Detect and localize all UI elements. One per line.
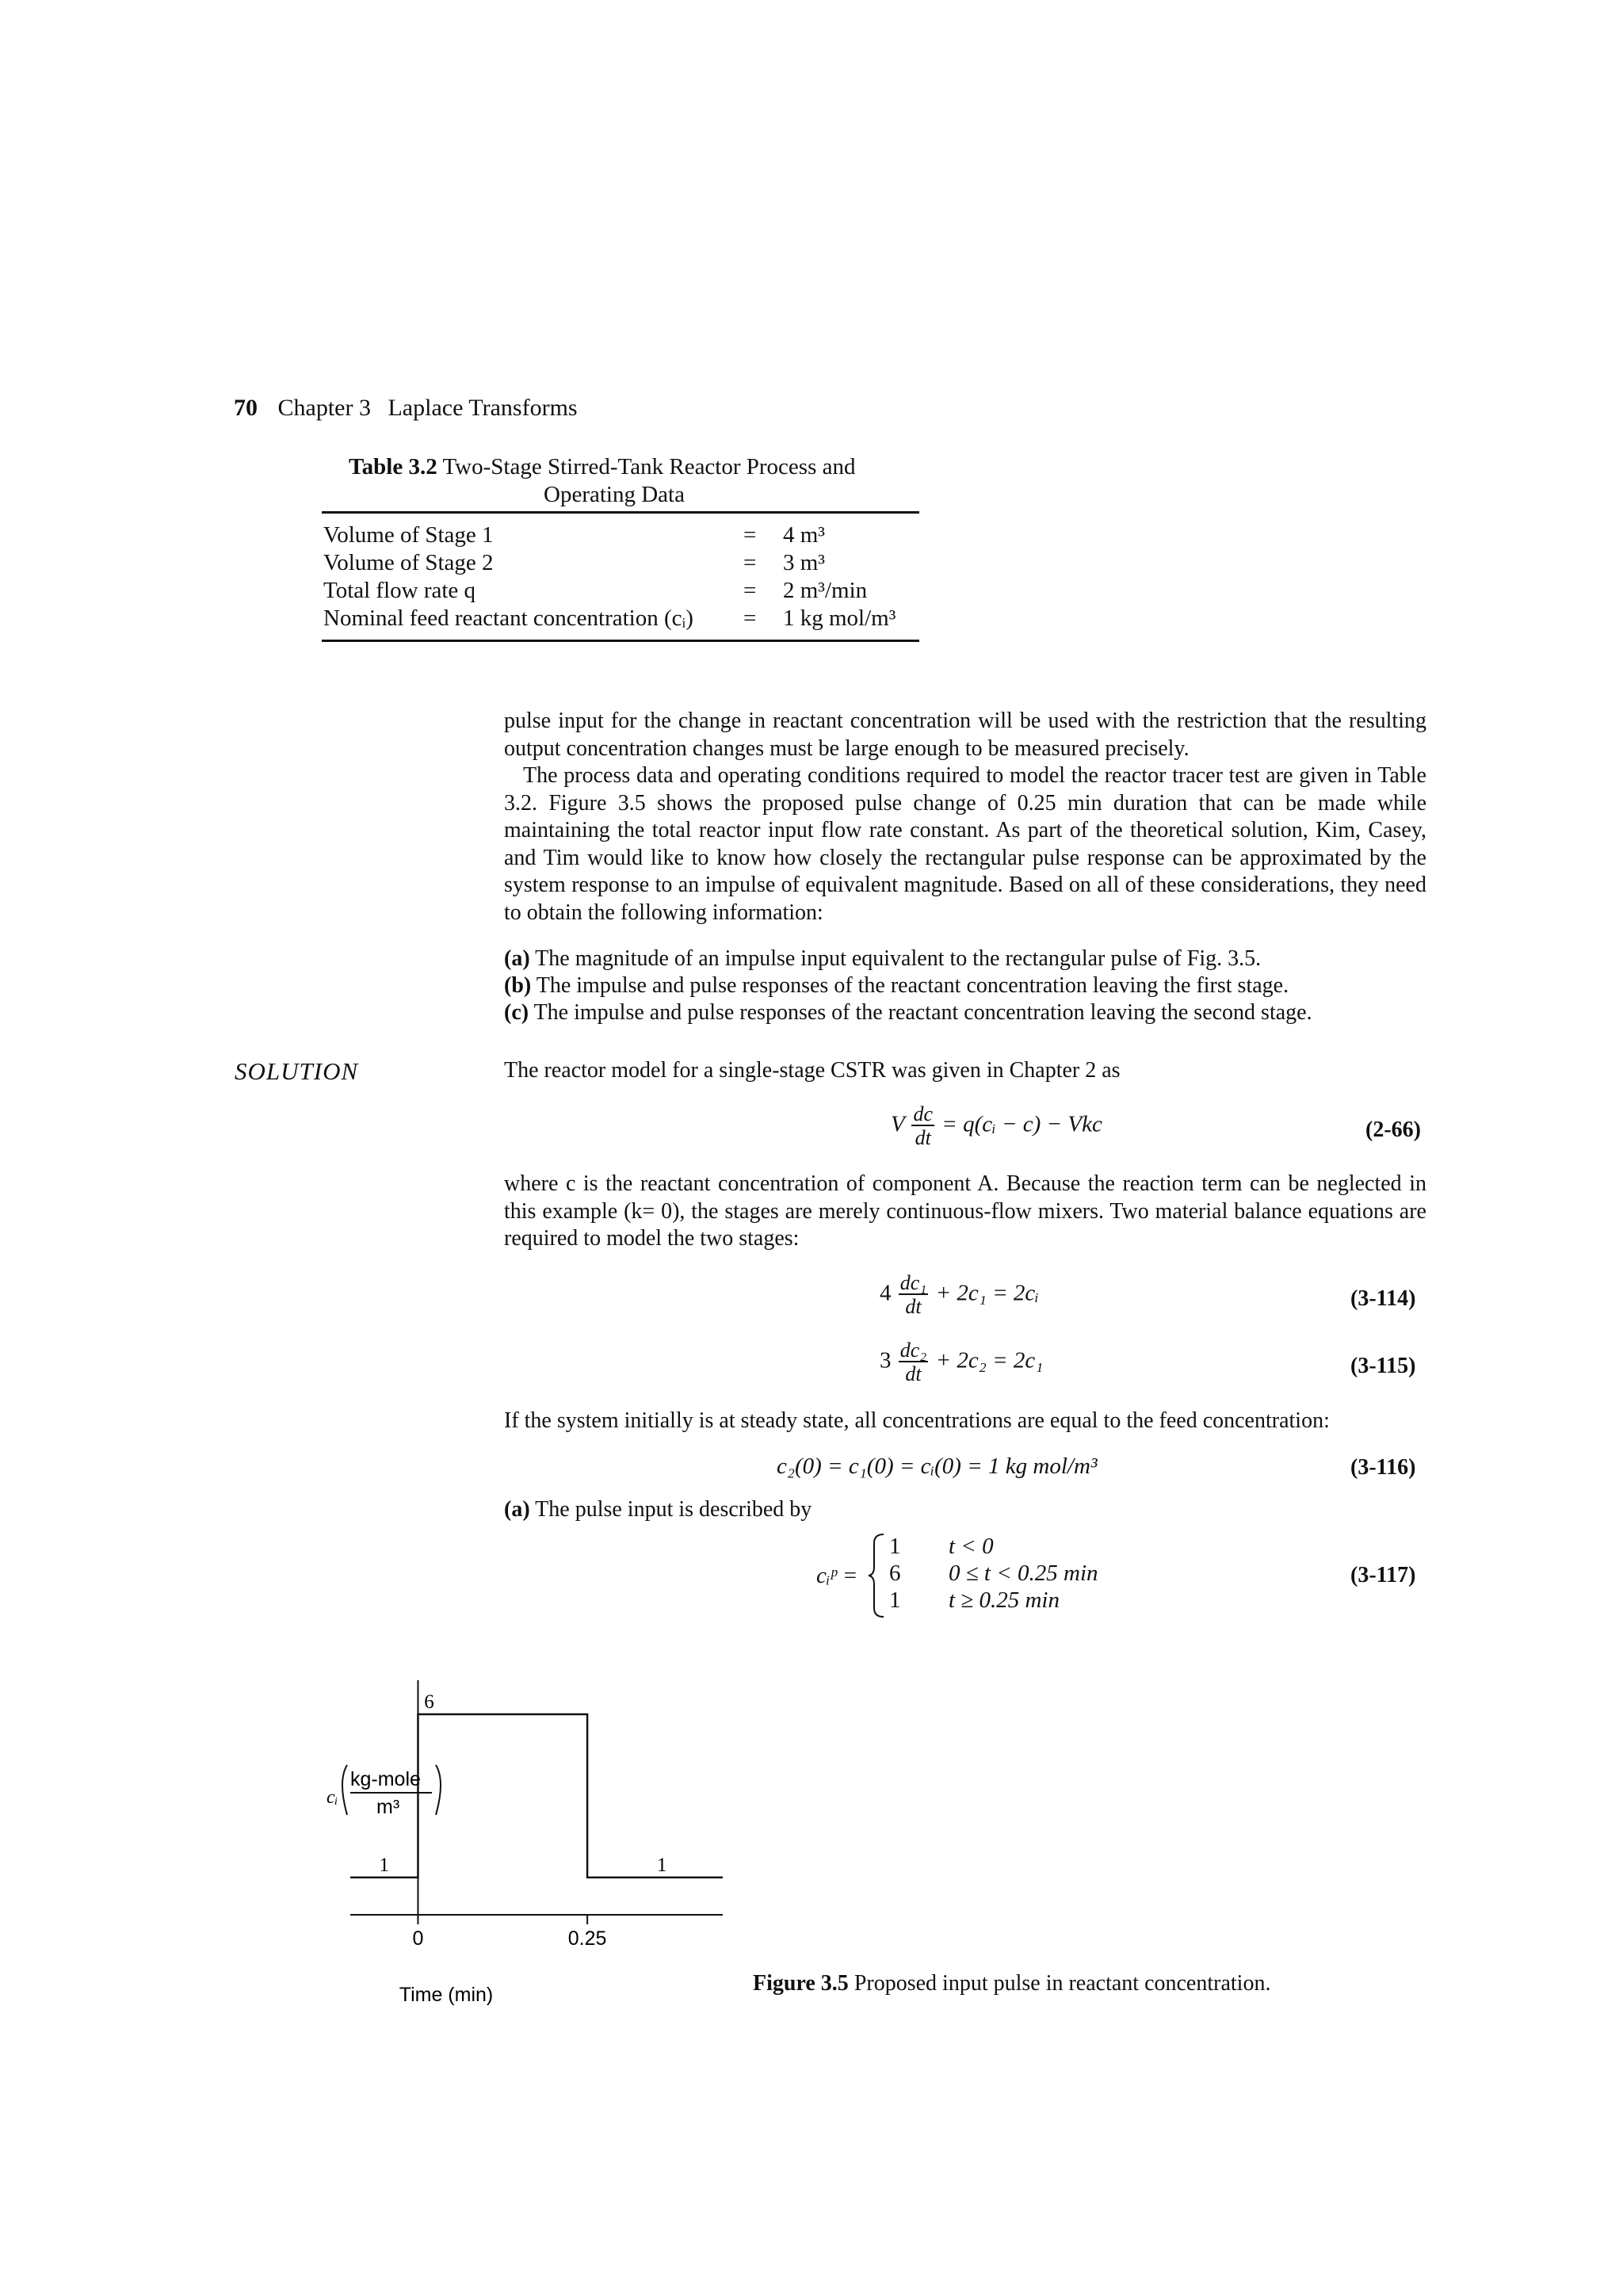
case-condition: t ≥ 0.25 min <box>949 1587 1060 1613</box>
paragraph: The process data and operating conditions required to model the reactor tracer test are given in Table 3.2. Figure 3.5 shows the proposed pulse change of 0.25 min duration that can be made while maintaining the total reactor input flow rate constant. As part of the theoretical solution, Kim, Casey, and Tim would like to know how closely the rectangular pulse response can be approximated by the system response to an impulse of equivalent magnitude. Based on all of these considerations, they need to obtain the following information: <box>504 763 1426 925</box>
list-item <box>504 999 1455 1026</box>
level-label-before: 1 <box>379 1854 389 1876</box>
eq-coefficient: 3 <box>880 1347 892 1373</box>
list-marker: (a) <box>504 1497 530 1522</box>
table-cell-name: Total flow rate q <box>323 578 476 603</box>
list-text: The magnitude of an impulse input equivalent to the rectangular pulse of Fig. 3.5. <box>535 946 1262 971</box>
case-value: 1 <box>889 1534 901 1559</box>
chapter-label: Chapter 3 <box>277 395 371 421</box>
list-item <box>504 1496 1455 1523</box>
table-cell-eq: = <box>743 606 757 631</box>
pulse-series-line <box>350 1714 723 1878</box>
list-text: The impulse and pulse responses of the reactant concentration leaving the second stage. <box>533 1000 1312 1025</box>
table-cell-value: 2 m³/min <box>783 578 868 603</box>
paragraph: The reactor model for a single-stage CSTR was given in Chapter 2 as <box>504 1058 1121 1083</box>
x-axis-title: Time (min) <box>399 1984 494 2005</box>
level-label-after: 1 <box>656 1854 667 1876</box>
list-item <box>504 946 1455 972</box>
equation-number: (3-116) <box>1350 1455 1416 1480</box>
table-top-rule <box>322 511 919 514</box>
table-caption <box>349 453 919 509</box>
paragraph: pulse input for the change in reactant concentration will be used with the restriction that the resulting output concentration changes must be large enough to be measured precisely. <box>504 709 1426 761</box>
eq-lhs: V <box>891 1111 905 1137</box>
case-value: 1 <box>889 1587 901 1613</box>
eq-rhs: = q(cᵢ − c) − Vkc <box>941 1111 1102 1137</box>
fraction <box>911 1104 934 1148</box>
y-axis-label <box>327 1765 441 1818</box>
table-cell-name: Volume of Stage 2 <box>323 550 494 575</box>
table-cell-name: Volume of Stage 1 <box>323 522 494 548</box>
figure-3-5 <box>301 1680 745 2005</box>
fraction-denominator: dt <box>905 1295 922 1318</box>
fraction-denominator: dt <box>905 1362 922 1385</box>
paragraph: where c is the reactant concentration of component A. Because the reaction term can be neglected in this example (k= 0), the stages are merely continuous-flow mixers. Two material balance equations are required to model the two stages: <box>504 1171 1426 1251</box>
list-marker: (b) <box>504 973 532 998</box>
table-caption-line1: Two-Stage Stirred-Tank Reactor Process and <box>442 454 856 479</box>
fraction-numerator: dc₂ <box>899 1339 927 1362</box>
case-condition: 0 ≤ t < 0.25 min <box>949 1561 1098 1586</box>
table-cell-value: 3 m³ <box>783 550 826 575</box>
case-condition: t < 0 <box>949 1534 994 1559</box>
ylabel-right-paren <box>436 1765 441 1815</box>
x-tick-label: 0 <box>412 1927 424 1950</box>
equation-number: (3-114) <box>1350 1286 1416 1311</box>
table-label: Table 3.2 <box>349 454 437 479</box>
table-bottom-rule <box>322 640 919 642</box>
table-cell-eq: = <box>743 550 757 575</box>
equation-3-115 <box>880 1340 1043 1385</box>
page-number: 70 <box>234 395 258 421</box>
equation-number: (3-115) <box>1350 1354 1416 1378</box>
list-marker: (c) <box>504 1000 529 1025</box>
chapter-title: Laplace Transforms <box>388 395 578 421</box>
equation-3-114 <box>880 1273 1039 1317</box>
piecewise-values <box>889 1533 901 1614</box>
x-tick-label: 0.25 <box>567 1927 607 1950</box>
eq-rhs: + 2c₂ = 2c₁ <box>935 1347 1044 1373</box>
left-brace <box>866 1532 887 1619</box>
table-cell-eq: = <box>743 578 757 603</box>
equation-number: (2-66) <box>1365 1117 1421 1142</box>
solution-heading: SOLUTION <box>235 1057 359 1085</box>
table-cell-eq: = <box>743 522 757 548</box>
equation-number: (3-117) <box>1350 1563 1416 1587</box>
equation-3-116: c₂(0) = c₁(0) = cᵢ(0) = 1 kg mol/m³ <box>777 1454 1098 1479</box>
table-cell-value: 1 kg mol/m³ <box>783 606 896 631</box>
list-marker: (a) <box>504 946 530 971</box>
case-value: 6 <box>889 1561 901 1586</box>
level-label-pulse: 6 <box>424 1690 434 1713</box>
table-cell-name: Nominal feed reactant concentration (cᵢ) <box>323 606 693 631</box>
paragraph: If the system initially is at steady state, all concentrations are equal to the feed concentration: <box>504 1408 1330 1433</box>
figure-caption-label: Figure 3.5 <box>753 1971 849 1996</box>
piecewise-conditions <box>949 1533 1098 1614</box>
ylabel-unit-numerator: kg-mole <box>350 1768 421 1790</box>
fraction-numerator: dc <box>913 1102 933 1125</box>
fraction <box>899 1273 929 1317</box>
running-head <box>234 395 578 422</box>
ylabel-unit-denominator: m³ <box>376 1796 400 1818</box>
fraction-denominator: dt <box>915 1126 931 1149</box>
list-text: The pulse input is described by <box>535 1497 812 1522</box>
list-text: The impulse and pulse responses of the reactant concentration leaving the first stage. <box>536 973 1289 998</box>
ylabel-left-paren <box>342 1765 347 1815</box>
equation-3-117-lhs: cᵢᵖ = <box>816 1563 858 1588</box>
fraction <box>899 1340 929 1385</box>
equation-2-66 <box>891 1104 1102 1148</box>
figure-caption-text: Proposed input pulse in reactant concentration. <box>854 1971 1271 1996</box>
fraction-numerator: dc₁ <box>899 1271 927 1294</box>
eq-coefficient: 4 <box>880 1280 892 1306</box>
eq-rhs: + 2c₁ = 2cᵢ <box>935 1280 1039 1306</box>
table-caption-line2: Operating Data <box>544 482 685 507</box>
ylabel-symbol: cᵢ <box>327 1787 338 1808</box>
figure-caption <box>753 1971 1270 1996</box>
list-item <box>504 972 1455 999</box>
table-cell-value: 4 m³ <box>783 522 826 548</box>
